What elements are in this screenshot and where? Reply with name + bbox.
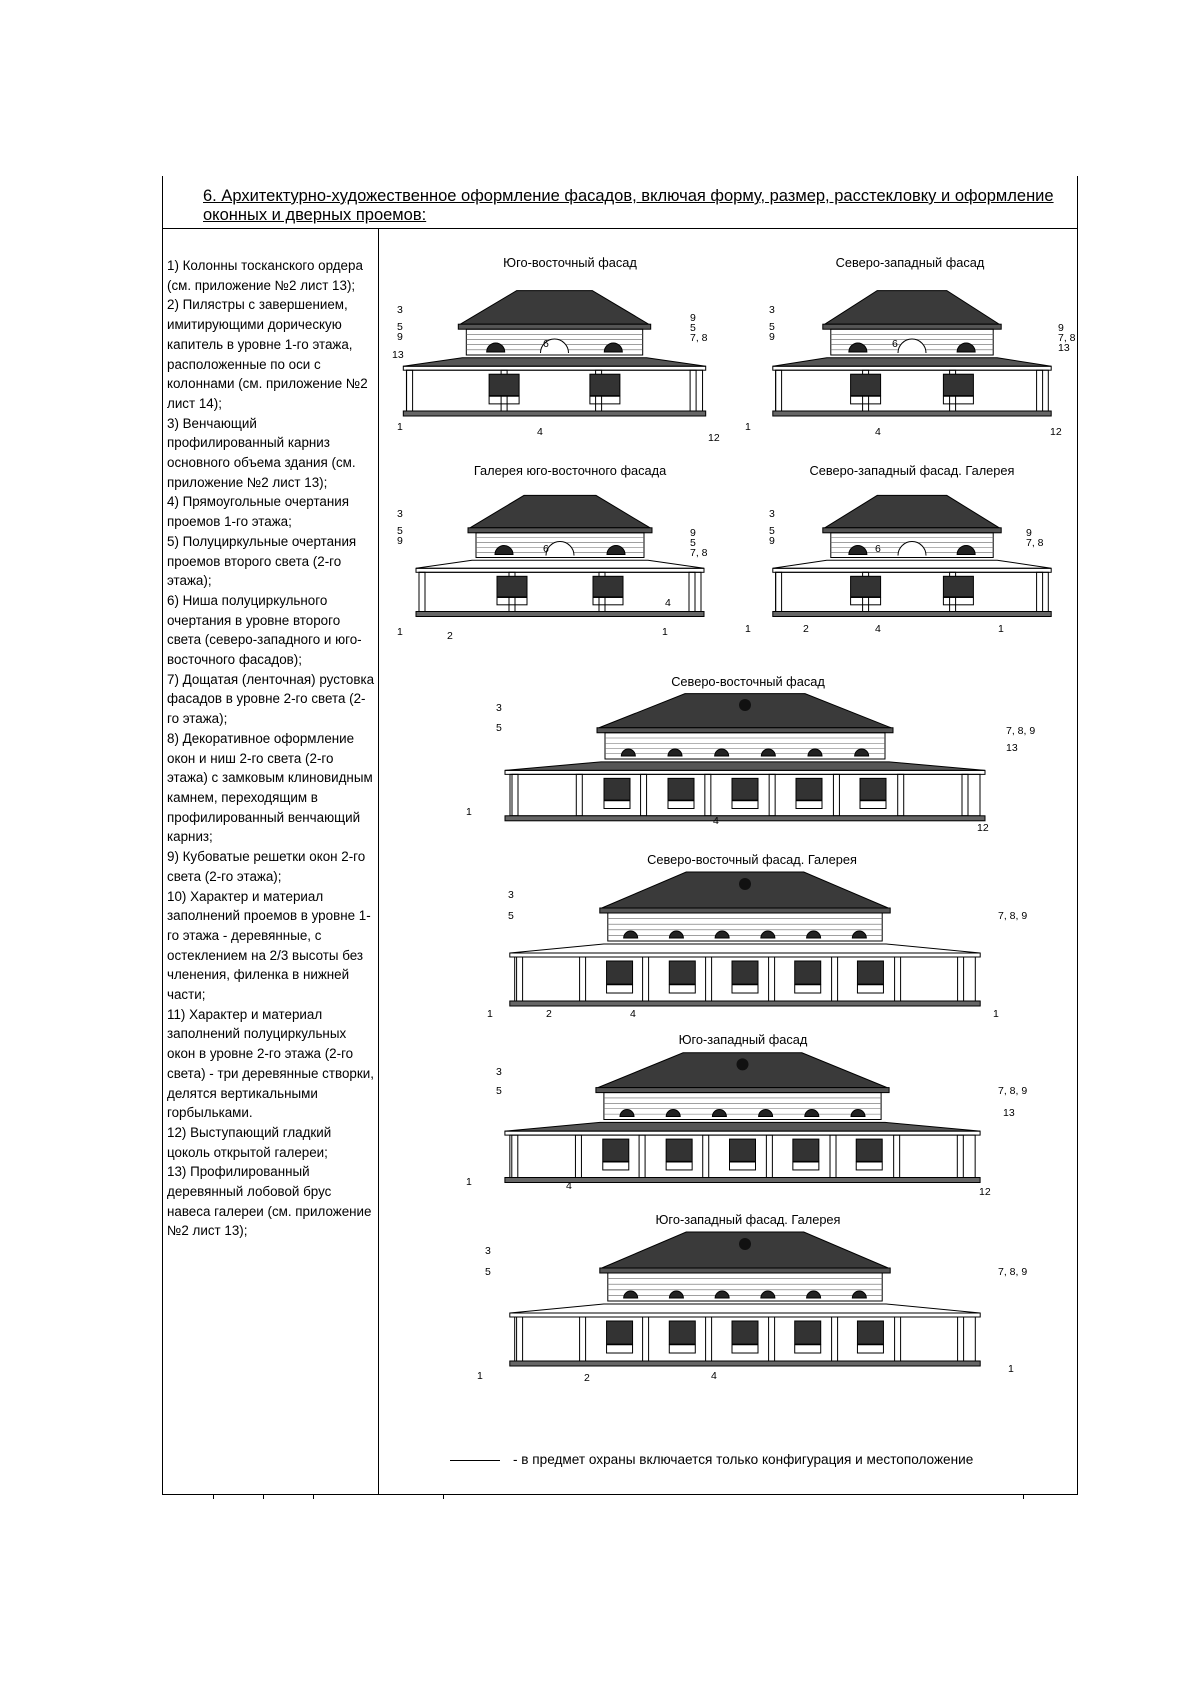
legend-item: 8) Декоративное оформление окон и ниш 2-го света (2-го этажа) с замковым клиновидным камнем, переходящим в профилированный венчающий карниз; xyxy=(167,730,373,845)
callout-label: 1 xyxy=(745,623,751,635)
callout-label: 13 xyxy=(392,349,404,361)
callout-label: 3 xyxy=(397,508,403,520)
legend-item: 5) Полуциркульные очертания проемов второго света (2-го этажа); xyxy=(167,533,357,589)
callout-label: 9 xyxy=(769,535,775,547)
callout-label: 9 xyxy=(690,527,696,539)
facade-drawing xyxy=(767,490,1057,625)
callout-label: 5 xyxy=(496,722,502,734)
callout-label: 6 xyxy=(543,338,549,350)
callout-label: 4 xyxy=(537,426,543,438)
facade-drawing xyxy=(495,688,995,830)
legend-item: 2) Пилястры с завершением, имитирующими дорическую капитель в уровне 1-го этажа, расположенные по оси с колоннами (см. приложение №2 лист 14); xyxy=(167,297,368,411)
callout-label: 1 xyxy=(397,626,403,638)
legend-item: 10) Характер и материал заполнений проемов в уровне 1-го этажа - деревянные, с остеклением на 2/3 высоты без членения, филенка в нижней части; xyxy=(167,888,371,1003)
callout-label: 3 xyxy=(769,304,775,316)
callout-label: 7, 8 xyxy=(690,547,708,559)
callout-label: 9 xyxy=(1026,527,1032,539)
callout-label: 5 xyxy=(769,525,775,537)
note-text: - в предмет охраны включается только конфигурация и местоположение xyxy=(513,1452,974,1467)
callout-label: 5 xyxy=(690,322,696,334)
callout-label: 5 xyxy=(769,321,775,333)
facade-drawing xyxy=(500,866,990,1016)
callout-label: 1 xyxy=(745,421,751,433)
callout-label: 6 xyxy=(892,338,898,350)
callout-label: 5 xyxy=(508,910,514,922)
callout-label: 3 xyxy=(496,1066,502,1078)
facade-title: Северо-западный фасад xyxy=(835,255,985,270)
legend-item: 9) Кубоватые решетки окон 2-го света (2-го этажа); xyxy=(167,849,366,884)
callout-label: 7, 8, 9 xyxy=(1006,725,1036,737)
callout-label: 1 xyxy=(466,1176,472,1188)
callout-label: 3 xyxy=(769,508,775,520)
section-title: 6. Архитектурно-художественное оформление фасадов, включая форму, размер, расстекловку и оформление оконных и дверных проемов: xyxy=(203,187,1054,224)
callout-label: 12 xyxy=(979,1186,991,1198)
callout-label: 6 xyxy=(875,543,881,555)
callout-label: 13 xyxy=(1058,342,1070,354)
legend-item: 7) Дощатая (ленточная) рустовка фасадов в уровне 2-го света (2-го этажа); xyxy=(167,671,375,727)
facade-drawing xyxy=(500,1226,990,1376)
facade-drawing xyxy=(495,1047,990,1192)
facade-title: Северо-восточный фасад. Галерея xyxy=(647,852,857,867)
facade-title: Северо-восточный фасад xyxy=(671,674,825,689)
callout-label: 7, 8, 9 xyxy=(998,910,1028,922)
callout-label: 3 xyxy=(485,1245,491,1257)
callout-label: 12 xyxy=(977,822,989,834)
callout-label: 9 xyxy=(397,331,403,343)
facade-drawing xyxy=(767,285,1057,425)
callout-label: 12 xyxy=(708,432,720,444)
callout-label: 1 xyxy=(466,806,472,818)
callout-label: 13 xyxy=(1006,742,1018,754)
section-header xyxy=(163,176,1077,229)
callout-label: 3 xyxy=(508,889,514,901)
callout-label: 7, 8, 9 xyxy=(998,1266,1028,1278)
callout-label: 13 xyxy=(1003,1107,1015,1119)
facade-title: Северо-западный фасад. Галерея xyxy=(809,463,1015,478)
callout-label: 4 xyxy=(665,597,671,609)
facade-title: Галерея юго-восточного фасада xyxy=(473,463,667,478)
callout-label: 7, 8 xyxy=(690,332,708,344)
note-line-sample xyxy=(450,1460,500,1461)
callout-label: 4 xyxy=(630,1008,636,1020)
callout-label: 2 xyxy=(546,1008,552,1020)
callout-label: 5 xyxy=(485,1266,491,1278)
facade-title: Юго-восточный фасад xyxy=(503,255,637,270)
callout-label: 5 xyxy=(496,1085,502,1097)
callout-label: 7, 8 xyxy=(1026,537,1044,549)
callout-label: 9 xyxy=(397,535,403,547)
callout-label: 4 xyxy=(713,815,719,827)
facade-drawing xyxy=(397,285,712,425)
legend-item: 1) Колонны тосканского ордера (см. приложение №2 лист 13); xyxy=(167,258,363,293)
callout-label: 9 xyxy=(1058,322,1064,334)
callout-label: 2 xyxy=(803,623,809,635)
legend-item: 12) Выступающий гладкий цоколь открытой галереи; xyxy=(167,1124,332,1160)
callout-label: 1 xyxy=(1008,1363,1014,1375)
callout-label: 7, 8 xyxy=(1058,332,1076,344)
callout-label: 1 xyxy=(662,626,668,638)
callout-label: 7, 8, 9 xyxy=(998,1085,1028,1097)
callout-label: 5 xyxy=(690,537,696,549)
callout-label: 4 xyxy=(875,623,881,635)
callout-label: 3 xyxy=(496,702,502,714)
callout-label: 6 xyxy=(543,543,549,555)
legend-item: 3) Венчающий профилированный карниз основного объема здания (см. приложение №2 лист 13); xyxy=(167,415,356,490)
legend-item: 4) Прямоугольные очертания проемов 1-го этажа; xyxy=(167,494,350,530)
callout-label: 5 xyxy=(397,321,403,333)
legend-item: 13) Профилированный деревянный лобовой брус навеса галереи (см. приложение №2 лист 13); xyxy=(167,1164,372,1239)
legend-list xyxy=(167,256,375,1241)
column-divider xyxy=(378,228,379,1494)
callout-label: 1 xyxy=(477,1370,483,1382)
callout-label: 12 xyxy=(1050,426,1062,438)
callout-label: 1 xyxy=(993,1008,999,1020)
callout-label: 4 xyxy=(566,1180,572,1192)
callout-label: 9 xyxy=(690,312,696,324)
callout-label: 2 xyxy=(447,630,453,642)
callout-label: 4 xyxy=(711,1370,717,1382)
legend-item: 6) Ниша полуциркульного очертания в уровне второго света (северо-западного и юго-восточного фасадов); xyxy=(167,592,362,668)
callout-label: 4 xyxy=(875,426,881,438)
callout-label: 1 xyxy=(397,421,403,433)
legend-item: 11) Характер и материал заполнений полуциркульных окон в уровне 2-го этажа (2-го света) - три деревянные створки, делятся вертикальными горбыльками. xyxy=(167,1006,374,1121)
callout-label: 2 xyxy=(584,1372,590,1384)
callout-label: 1 xyxy=(487,1008,493,1020)
callout-label: 3 xyxy=(397,304,403,316)
callout-label: 5 xyxy=(397,525,403,537)
facade-title: Юго-западный фасад xyxy=(678,1032,808,1047)
callout-label: 1 xyxy=(998,623,1004,635)
callout-label: 9 xyxy=(769,331,775,343)
facade-title: Юго-западный фасад. Галерея xyxy=(655,1212,841,1227)
